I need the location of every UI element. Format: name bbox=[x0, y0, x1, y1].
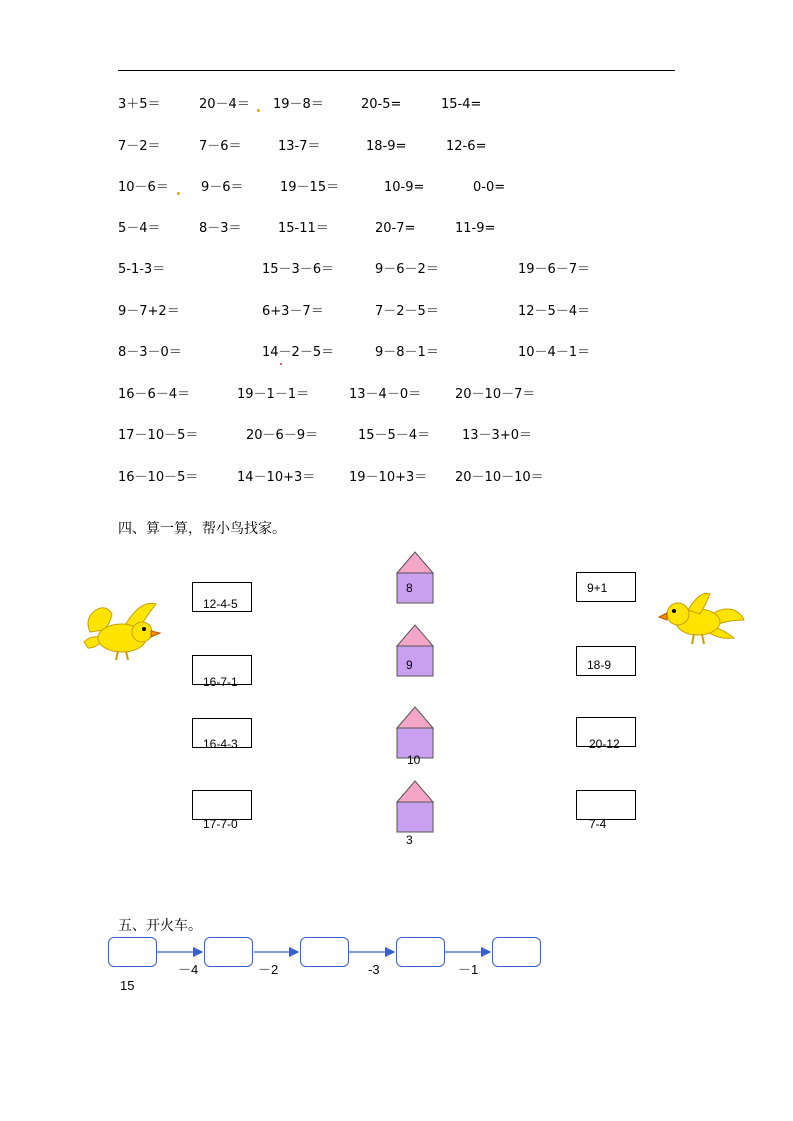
problem-box-label: 17-7-0 bbox=[203, 817, 238, 831]
problem: 0-0= bbox=[473, 180, 506, 195]
problem: 6+3－7＝ bbox=[262, 304, 324, 319]
section4-title: 四、算一算，帮小鸟找家。 bbox=[118, 521, 286, 537]
problem: 7－6＝ bbox=[199, 139, 242, 154]
problem-box-label: 12-4-5 bbox=[203, 597, 238, 611]
problem: 5-1-3＝ bbox=[118, 262, 166, 277]
start-number: 15 bbox=[120, 978, 135, 993]
problem: 19－8＝ bbox=[273, 97, 324, 112]
problem: 9－6＝ bbox=[201, 180, 244, 195]
problem: 20－4＝ bbox=[199, 97, 250, 112]
problem: 19－15＝ bbox=[280, 180, 340, 195]
problem: 3＋5＝ bbox=[118, 97, 161, 112]
problem: 8－3＝ bbox=[199, 221, 242, 236]
operation-label: －2 bbox=[258, 962, 279, 977]
problem: 9－7+2＝ bbox=[118, 304, 180, 319]
problem: 19－1－1＝ bbox=[237, 387, 310, 402]
problem-box-label: 16-7-1 bbox=[203, 675, 238, 689]
problem: 13－3+0＝ bbox=[462, 428, 532, 443]
problem: 15-11＝ bbox=[278, 221, 329, 236]
problem: 9－6－2＝ bbox=[375, 262, 439, 277]
problem: 20－10－7＝ bbox=[455, 387, 536, 402]
house-number: 8 bbox=[406, 581, 413, 595]
problem-box-label: 9+1 bbox=[587, 581, 608, 595]
problem: 20-7= bbox=[375, 221, 416, 236]
problem: 5－4＝ bbox=[118, 221, 161, 236]
problem: 7－2＝ bbox=[118, 139, 161, 154]
problem: 14－10+3＝ bbox=[237, 470, 316, 485]
problem: 18-9= bbox=[366, 139, 407, 154]
house-number: 9 bbox=[406, 658, 413, 672]
problem: 15－3－6＝ bbox=[262, 262, 335, 277]
train-car-box[interactable] bbox=[396, 937, 445, 967]
operation-label: －1 bbox=[458, 962, 479, 977]
problem: 12－5－4＝ bbox=[518, 304, 591, 319]
problem: 11-9= bbox=[455, 221, 496, 236]
problem: 10－6＝ bbox=[118, 180, 169, 195]
problem: 16－6－4＝ bbox=[118, 387, 191, 402]
problem: 13-7＝ bbox=[278, 139, 321, 154]
problem-box-label: 18-9 bbox=[587, 658, 612, 672]
problem-box-label: 20-12 bbox=[589, 737, 620, 751]
house-number: 3 bbox=[406, 833, 413, 847]
house-number: 10 bbox=[407, 753, 421, 767]
problem: 19－6－7＝ bbox=[518, 262, 591, 277]
problem: 20-5= bbox=[361, 97, 402, 112]
problem-box-label: 7-4 bbox=[589, 817, 607, 831]
problem: 7－2－5＝ bbox=[375, 304, 439, 319]
problem: 14－2－5＝ bbox=[262, 345, 335, 360]
problem: 20－10－10＝ bbox=[455, 470, 544, 485]
train-car-box[interactable] bbox=[108, 937, 157, 967]
train-car-box[interactable] bbox=[204, 937, 253, 967]
problem: 15-4= bbox=[441, 97, 482, 112]
problem: 15－5－4＝ bbox=[358, 428, 431, 443]
train-car-box[interactable] bbox=[300, 937, 349, 967]
operation-label: -3 bbox=[368, 962, 380, 977]
problem: 16－10－5＝ bbox=[118, 470, 199, 485]
problem: 9－8－1＝ bbox=[375, 345, 439, 360]
problem: 8－3－0＝ bbox=[118, 345, 182, 360]
operation-label: －4 bbox=[178, 962, 199, 977]
problem: 12-6= bbox=[446, 139, 487, 154]
problem: 20－6－9＝ bbox=[246, 428, 319, 443]
section5-title: 五、开火车。 bbox=[118, 918, 202, 934]
problem-box-label: 16-4-3 bbox=[203, 737, 238, 751]
problem: 10-9= bbox=[384, 180, 425, 195]
problem: 10－4－1＝ bbox=[518, 345, 591, 360]
problem: 17－10－5＝ bbox=[118, 428, 199, 443]
problem: 13－4－0＝ bbox=[349, 387, 422, 402]
train-car-box[interactable] bbox=[492, 937, 541, 967]
problem: 19－10+3＝ bbox=[349, 470, 428, 485]
